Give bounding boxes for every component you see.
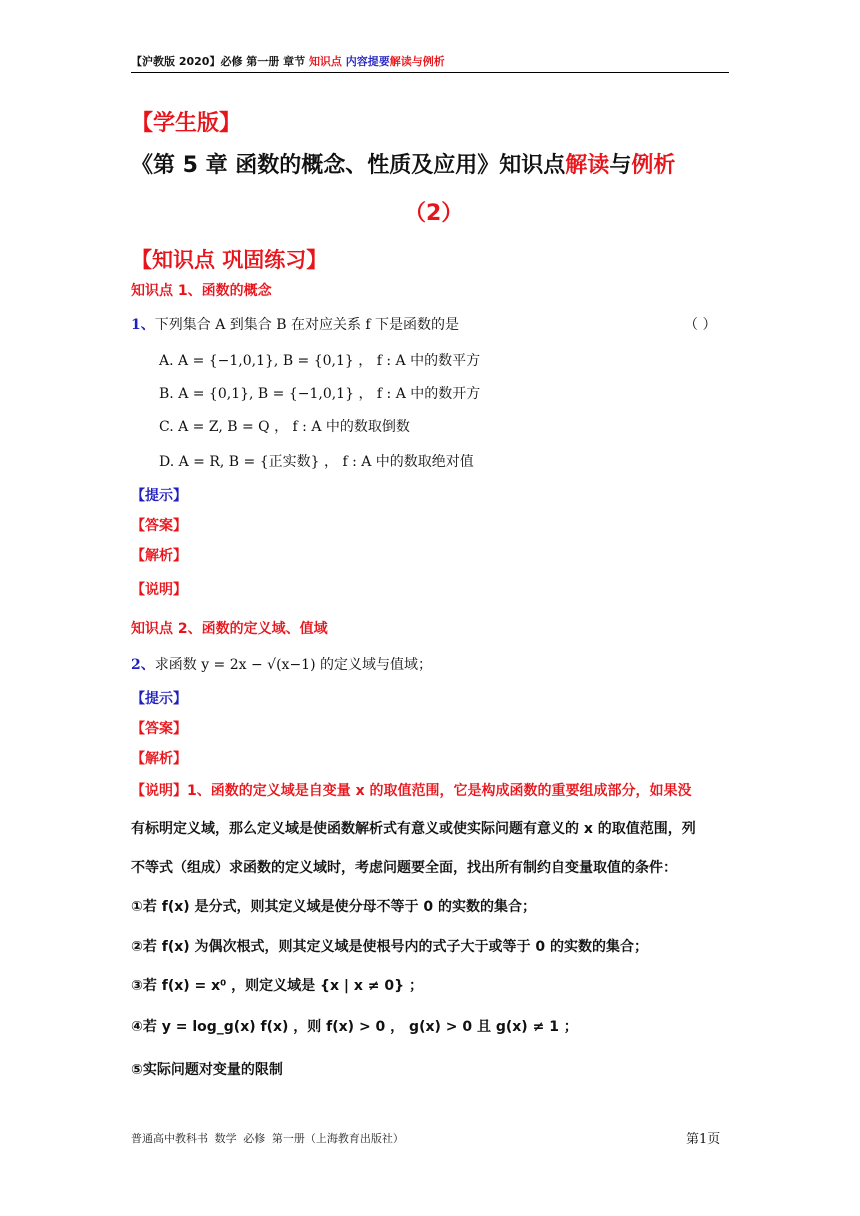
option-b: B. A = {0,1}, B = {−1,0,1} ， f : A 中的数开方 — [159, 386, 481, 402]
hint-label: 【提示】 — [131, 488, 187, 504]
knowledge-point-1: 知识点 1、函数的概念 — [131, 283, 272, 299]
rule-item-1: ①若 f(x) 是分式，则其定义域是使分母不等于 0 的实数的集合； — [131, 899, 537, 915]
title-part-b: 解读 — [565, 153, 610, 178]
question-2-text: 求函数 y = 2x − √(x−1) 的定义域与值域； — [154, 657, 433, 673]
question-2 — [131, 654, 432, 674]
header-rule — [131, 72, 729, 73]
title-part-a: 《第 5 章 函数的概念、性质及应用》知识点 — [131, 153, 566, 178]
header-text-2: 知识点 — [308, 55, 342, 68]
question-2-number: 2、 — [131, 657, 155, 673]
section-heading: 【知识点 巩固练习】 — [131, 248, 328, 272]
footer-book-title: 普通高中教科书 数学 必修 第一册（上海教育出版社） — [131, 1132, 404, 1145]
rule-item-4: ④若 y = log_g(x) f(x) ，则 f(x) > 0 ， g(x) > 0 且 g(x) ≠ 1 ； — [131, 1019, 578, 1035]
answer-paren: （ ） — [684, 317, 717, 333]
note-label-2: 【说明】 — [131, 783, 187, 799]
rule-item-3: ③若 f(x) = x⁰ ，则定义域是 {x | x ≠ 0} ； — [131, 978, 423, 994]
answer-label: 【答案】 — [131, 518, 187, 534]
analysis-label-2: 【解析】 — [131, 751, 187, 767]
note-line-1 — [131, 780, 692, 800]
note-line-2: 有标明定义域，那么定义域是使函数解析式有意义或使实际问题有意义的 x 的取值范围，列 — [131, 821, 696, 837]
hint-label-2: 【提示】 — [131, 691, 187, 707]
page-number: 第1页 — [686, 1132, 721, 1147]
knowledge-point-2: 知识点 2、函数的定义域、值域 — [131, 621, 328, 637]
note-line-1-text: 1、函数的定义域是自变量 x 的取值范围，它是构成函数的重要组成部分，如果没 — [187, 783, 692, 799]
header-text-4: 解读与例析 — [389, 55, 445, 68]
running-header — [131, 53, 729, 69]
option-d: D. A = R, B = {正实数} ， f : A 中的数取绝对值 — [159, 454, 474, 470]
option-c: C. A = Z, B = Q ， f : A 中的数取倒数 — [159, 419, 410, 435]
header-text-3: 内容提要 — [341, 55, 390, 68]
title-number: （2） — [404, 201, 464, 226]
rule-item-2: ②若 f(x) 为偶次根式，则其定义域是使根号内的式子大于或等于 0 的实数的集合； — [131, 939, 649, 955]
rule-item-5: ⑤实际问题对变量的限制 — [131, 1062, 283, 1078]
question-1 — [131, 314, 459, 334]
header-text-1: 【沪教版 2020】必修 第一册 章节 — [131, 55, 309, 68]
analysis-label: 【解析】 — [131, 548, 187, 564]
question-1-text: 下列集合 A 到集合 B 在对应关系 f 下是函数的是 — [154, 317, 460, 333]
page-title — [131, 148, 675, 179]
note-label: 【说明】 — [131, 582, 187, 598]
question-1-number: 1、 — [131, 317, 155, 333]
version-label: 【学生版】 — [131, 111, 242, 136]
title-part-d: 例析 — [631, 153, 676, 178]
title-part-c: 与 — [609, 153, 632, 178]
answer-label-2: 【答案】 — [131, 721, 187, 737]
note-line-3: 不等式（组成）求函数的定义域时，考虑问题要全面，找出所有制约自变量取值的条件： — [131, 860, 677, 876]
option-a: A. A = {−1,0,1}, B = {0,1} ， f : A 中的数平方 — [159, 353, 481, 369]
